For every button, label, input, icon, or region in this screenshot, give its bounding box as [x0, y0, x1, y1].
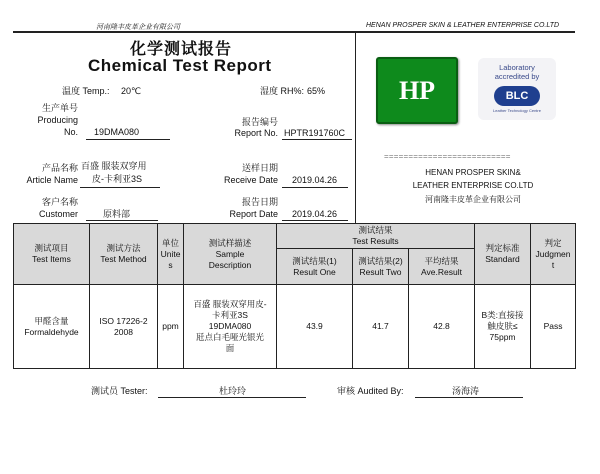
- report-date-value: 2019.04.26: [292, 209, 338, 219]
- company-line3: 河南隆丰皮革企业有限公司: [425, 195, 521, 204]
- th-test-items: 测试项目 Test Items: [14, 224, 90, 285]
- temp-label: 温度 Temp.:: [62, 86, 110, 96]
- right-panel-divider: [355, 31, 356, 223]
- producing-label-cn: 生产单号: [41, 103, 78, 113]
- receive-date-value: 2019.04.26: [292, 175, 338, 185]
- th-ave-result: 平均结果 Ave.Result: [409, 249, 475, 285]
- blc-mark-icon: BLC: [494, 86, 540, 106]
- th-judgment: 判定 Judgmen t: [531, 224, 576, 285]
- article-value-1: 百盛 服装双穿用: [81, 161, 147, 171]
- th-test-results: 测试结果 Test Results: [277, 224, 475, 249]
- report-no-value: HPTR191760C: [284, 128, 346, 138]
- company-line2: LEATHER ENTERPRISE CO.LTD: [412, 181, 534, 190]
- customer-label-cn: 客户名称: [41, 197, 78, 207]
- producing-label-en2: No.: [63, 127, 78, 137]
- header-left-company: 河南隆丰皮革企业有限公司: [96, 24, 180, 31]
- blc-sub: Leather Technology Centre: [493, 108, 541, 113]
- report-date-label-en: Report Date: [229, 209, 278, 219]
- th-result-one: 测试结果(1) Result One: [277, 249, 353, 285]
- customer-value: 原料部: [103, 209, 131, 219]
- cell-description: 百盛 服装双穿用皮- 卡利亚3S 19DMA080 瓩点白毛哑光银光 面: [184, 285, 277, 369]
- report-date-label-cn: 报告日期: [241, 197, 278, 207]
- auditor-underline: [415, 397, 523, 398]
- temp-value: 20℃: [121, 86, 142, 96]
- company-line1: HENAN PROSPER SKIN&: [425, 168, 521, 177]
- th-standard: 判定标准 Standard: [475, 224, 531, 285]
- cell-standard: B类:直接接 触皮肤≤ 75ppm: [475, 285, 531, 369]
- table-header-row: [14, 224, 576, 249]
- receive-date-label-en: Receive Date: [223, 175, 278, 185]
- producing-label-en1: Producing: [37, 115, 78, 125]
- producing-value: 19DMA080: [94, 127, 140, 137]
- customer-underline: [86, 220, 158, 221]
- cell-item: 甲醛含量 Formaldehyde: [14, 285, 90, 369]
- receive-date-label-cn: 送样日期: [241, 163, 278, 173]
- cell-method: ISO 17226-2 2008: [90, 285, 158, 369]
- report-no-underline: [282, 139, 352, 140]
- humidity-label: 湿度 RH%:: [260, 86, 305, 96]
- article-underline: [80, 187, 160, 188]
- cell-unit: ppm: [158, 285, 184, 369]
- article-value-2: 皮-卡利亚3S: [92, 174, 143, 184]
- header-right-company: HENAN PROSPER SKIN & LEATHER ENTERPRISE CO.LTD: [366, 22, 560, 29]
- humidity-value: 65%: [307, 86, 326, 96]
- receive-date-underline: [282, 187, 348, 188]
- cell-result-one: 43.9: [277, 285, 353, 369]
- report-no-label-cn: 报告编号: [241, 117, 278, 127]
- cell-result-two: 41.7: [353, 285, 409, 369]
- article-label-en: Article Name: [26, 175, 78, 185]
- tester-label: 测试员 Tester:: [91, 386, 148, 396]
- title-cn: 化学测试报告: [130, 41, 233, 58]
- report-date-underline: [282, 220, 348, 221]
- th-sample-description: 测试样描述 Sample Description: [184, 224, 277, 285]
- header-rule: [13, 31, 575, 33]
- tester-value: 杜玲玲: [219, 386, 247, 396]
- results-table: [13, 223, 576, 369]
- title-en: Chemical Test Report: [88, 56, 272, 75]
- hp-logo: HP: [376, 57, 458, 124]
- auditor-label: 审核 Audited By:: [337, 386, 404, 396]
- th-units: 单位 Unite s: [158, 224, 184, 285]
- blc-line1: Laboratory: [499, 63, 535, 72]
- blc-line2: accredited by: [494, 72, 540, 81]
- cell-judgment: Pass: [531, 285, 576, 369]
- customer-label-en: Customer: [38, 209, 78, 219]
- blc-accreditation-logo: [478, 58, 556, 120]
- th-test-method: 测试方法 Test Method: [90, 224, 158, 285]
- th-result-two: 测试结果(2) Result Two: [353, 249, 409, 285]
- table-row: [14, 285, 576, 369]
- cell-ave-result: 42.8: [409, 285, 475, 369]
- tester-underline: [158, 397, 306, 398]
- article-label-cn: 产品名称: [41, 163, 78, 173]
- producing-underline: [86, 139, 170, 140]
- company-dashes: ==========================: [384, 152, 511, 161]
- auditor-value: 汤海涛: [452, 386, 480, 396]
- report-no-label-en: Report No.: [234, 128, 278, 138]
